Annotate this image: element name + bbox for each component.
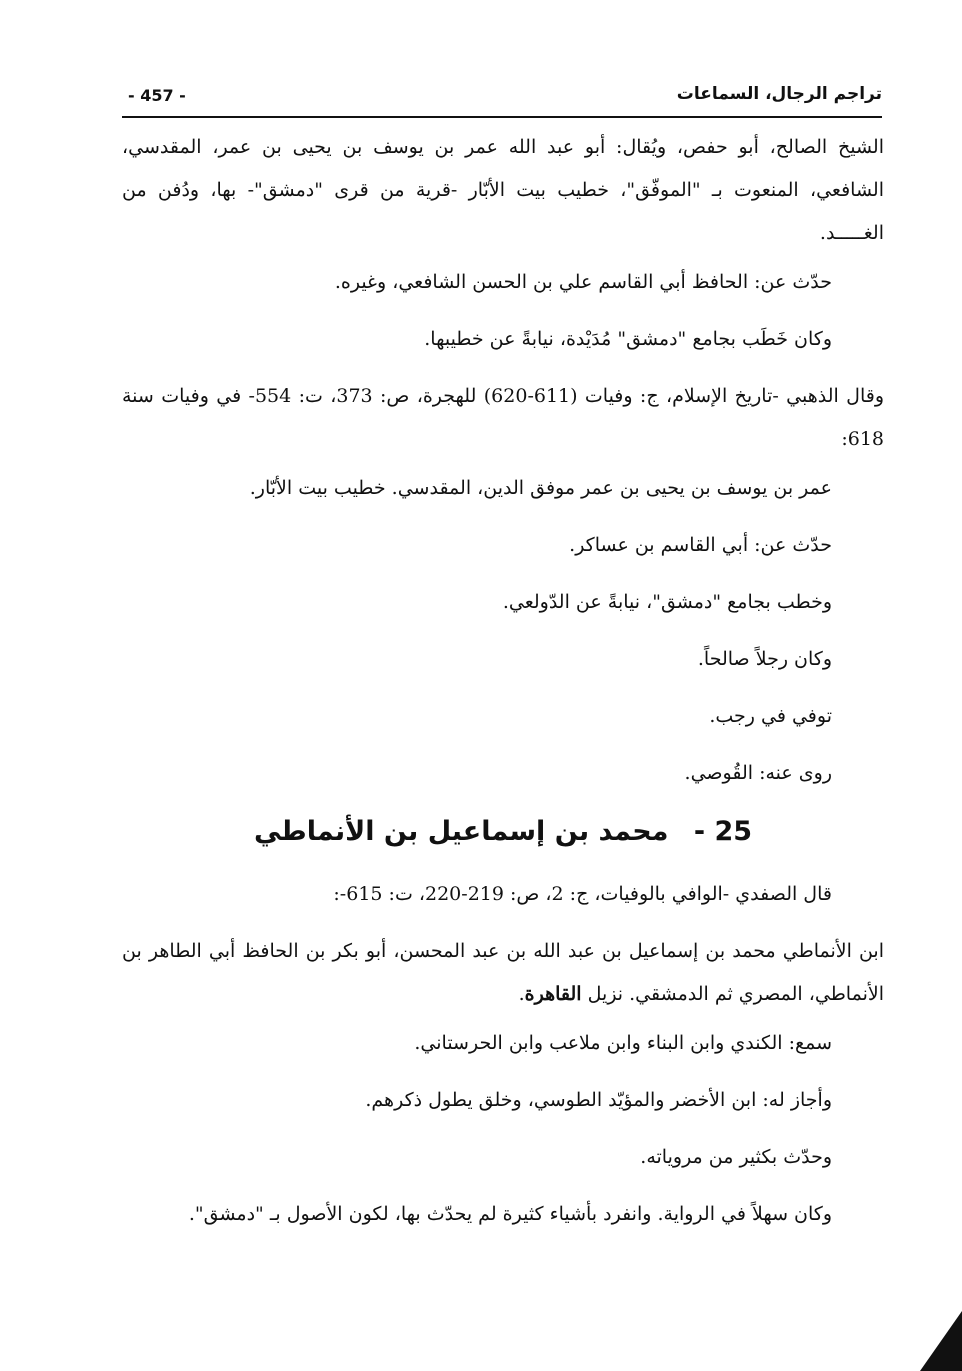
section-number: 25 -: [693, 816, 753, 847]
bold-place-name: القاهرة: [524, 983, 582, 1005]
page-corner-mark: [920, 1311, 962, 1371]
page-number: - 457 -: [128, 86, 186, 105]
running-title: تراجم الرجال، السماعات: [676, 84, 882, 104]
paragraph: حدّث عن: أبي القاسم بن عساكر.: [569, 534, 832, 556]
paragraph: توفي في رجب.: [709, 705, 832, 727]
paragraph: وكان خَطَب بجامع "دمشق" مُدَيْدة، نيابةً عن خطيبها.: [424, 328, 832, 350]
paragraph: وخطب بجامع "دمشق"، نيابةً عن الدّولعي.: [502, 591, 832, 613]
paragraph: الشيخ الصالح، أبو حفص، ويُقال: أبو عبد الله عمر بن يوسف بن يحيى بن عمر، المقدسي، الشافعي، المنعوت بـ "الموفّق"، خطيب بيت الأبّار -قرية من قرى "دمشق"- بها، ودُفن من الغـــــد.: [122, 136, 884, 244]
paragraph: حدّث عن: الحافظ أبي القاسم علي بن الحسن الشافعي، وغيره.: [334, 271, 832, 293]
paragraph-text: ابن الأنماطي محمد بن إسماعيل بن عبد الله بن عبد المحسن، أبو بكر بن الحافظ أبي الطاهر بن الأنماطي، المصري ثم الدمشقي. نزيل: [122, 940, 884, 1005]
page-header: [122, 80, 882, 118]
paragraph-end-punct: .: [518, 983, 525, 1005]
paragraph: روى عنه: القُوصي.: [684, 762, 832, 784]
paragraph: عمر بن يوسف بن يحيى بن عمر موفق الدين، المقدسي. خطيب بيت الأبّار.: [249, 477, 832, 499]
section-title: محمد بن إسماعيل بن الأنماطي: [253, 816, 669, 847]
paragraph: وكان رجلاً صالحاً.: [697, 648, 832, 670]
paragraph: قال الصفدي -الوافي بالوفيات، ج: 2، ص: 219-220، ت: 615-:: [333, 883, 832, 905]
section-heading: [122, 809, 884, 855]
page-body: [122, 126, 884, 1250]
paragraph: وحدّث بكثير من مروياته.: [640, 1146, 832, 1168]
paragraph: وأجاز له: ابن الأخضر والمؤيّد الطوسي، وخلق يطول ذكرهم.: [365, 1089, 832, 1111]
paragraph: وكان سهلاً في الرواية. وانفرد بأشياء كثيرة لم يحدّث بها، لكون الأصول بـ "دمشق".: [188, 1203, 832, 1225]
paragraph: وقال الذهبي -تاريخ الإسلام، ج: وفيات (611-620) للهجرة، ص: 373، ت: 554- في وفيات سنة 618:: [122, 385, 885, 450]
paragraph: سمع: الكندي وابن البناء وابن ملاعب وابن الحرستاني.: [414, 1032, 832, 1054]
paragraph: [122, 930, 884, 1016]
